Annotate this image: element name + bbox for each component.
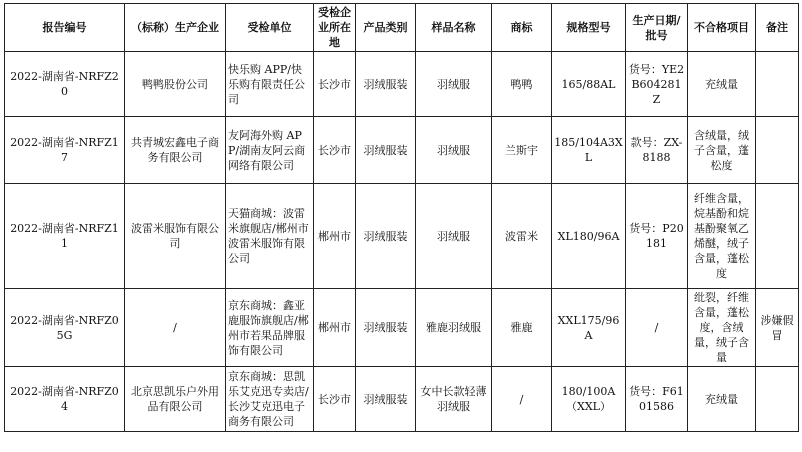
category-cell: 羽绒服装 xyxy=(356,52,416,117)
header-report-no: 报告编号 xyxy=(5,4,125,52)
sample-name-cell: 雅鹿羽绒服 xyxy=(416,289,492,367)
batch-cell: / xyxy=(626,289,688,367)
table-row xyxy=(5,117,799,184)
spec-cell: 165/88AL xyxy=(552,52,626,117)
failed-items-cell: 充绒量 xyxy=(688,52,756,117)
spec-cell: XXL175/96A xyxy=(552,289,626,367)
brand-cell: / xyxy=(492,367,552,432)
inspected-unit-cell: 天猫商城：波雷米旗舰店/郴州市波雷米服饰有限公司 xyxy=(226,184,314,289)
header-batch: 生产日期/批号 xyxy=(626,4,688,52)
inspection-table xyxy=(4,3,799,432)
inspected-unit-cell: 快乐购 APP/快乐购有限责任公司 xyxy=(226,52,314,117)
batch-cell: 货号：F6101586 xyxy=(626,367,688,432)
producer-cell: 鸭鸭股份公司 xyxy=(125,52,226,117)
brand-cell: 雅鹿 xyxy=(492,289,552,367)
batch-cell: 款号：ZX-8188 xyxy=(626,117,688,184)
location-cell: 长沙市 xyxy=(314,367,356,432)
category-cell: 羽绒服装 xyxy=(356,367,416,432)
header-brand: 商标 xyxy=(492,4,552,52)
failed-items-cell: 充绒量 xyxy=(688,367,756,432)
failed-items-cell: 含绒量，绒子含量，蓬松度 xyxy=(688,117,756,184)
header-inspected-unit: 受检单位 xyxy=(226,4,314,52)
header-spec: 规格型号 xyxy=(552,4,626,52)
location-cell: 郴州市 xyxy=(314,184,356,289)
producer-cell: 北京思凯乐户外用品有限公司 xyxy=(125,367,226,432)
table-header-row xyxy=(5,4,799,52)
report-no-cell: 2022-湖南省-NRFZ05G xyxy=(5,289,125,367)
category-cell: 羽绒服装 xyxy=(356,184,416,289)
sample-name-cell: 羽绒服 xyxy=(416,117,492,184)
spec-cell: 185/104A3XL xyxy=(552,117,626,184)
brand-cell: 波雷米 xyxy=(492,184,552,289)
brand-cell: 兰斯宇 xyxy=(492,117,552,184)
note-cell xyxy=(756,52,799,117)
batch-cell: 货号：YE2B604281Z xyxy=(626,52,688,117)
report-no-cell: 2022-湖南省-NRFZ20 xyxy=(5,52,125,117)
location-cell: 长沙市 xyxy=(314,52,356,117)
note-cell xyxy=(756,117,799,184)
inspected-unit-cell: 京东商城：鑫亚鹿服饰旗舰店/郴州市若果品牌服饰有限公司 xyxy=(226,289,314,367)
table-row xyxy=(5,184,799,289)
spec-cell: 180/100A（XXL） xyxy=(552,367,626,432)
header-sample-name: 样品名称 xyxy=(416,4,492,52)
producer-cell: 波雷米服饰有限公司 xyxy=(125,184,226,289)
spec-cell: XL180/96A xyxy=(552,184,626,289)
category-cell: 羽绒服装 xyxy=(356,117,416,184)
location-cell: 郴州市 xyxy=(314,289,356,367)
header-category: 产品类别 xyxy=(356,4,416,52)
inspected-unit-cell: 友阿海外购 APP/湖南友阿云商网络有限公司 xyxy=(226,117,314,184)
report-no-cell: 2022-湖南省-NRFZ11 xyxy=(5,184,125,289)
producer-cell: 共青城宏鑫电子商务有限公司 xyxy=(125,117,226,184)
inspected-unit-cell: 京东商城：思凯乐艾克迅专卖店/长沙艾克迅电子商务有限公司 xyxy=(226,367,314,432)
producer-cell: / xyxy=(125,289,226,367)
sample-name-cell: 羽绒服 xyxy=(416,52,492,117)
category-cell: 羽绒服装 xyxy=(356,289,416,367)
location-cell: 长沙市 xyxy=(314,117,356,184)
header-producer: （标称）生产企业 xyxy=(125,4,226,52)
header-note: 备注 xyxy=(756,4,799,52)
header-failed-items: 不合格项目 xyxy=(688,4,756,52)
brand-cell: 鸭鸭 xyxy=(492,52,552,117)
report-no-cell: 2022-湖南省-NRFZ04 xyxy=(5,367,125,432)
sample-name-cell: 羽绒服 xyxy=(416,184,492,289)
failed-items-cell: 纰裂，纤维含量，蓬松度，含绒量，绒子含量 xyxy=(688,289,756,367)
batch-cell: 货号：P20181 xyxy=(626,184,688,289)
note-cell xyxy=(756,184,799,289)
report-no-cell: 2022-湖南省-NRFZ17 xyxy=(5,117,125,184)
table-row xyxy=(5,52,799,117)
sample-name-cell: 女中长款轻薄羽绒服 xyxy=(416,367,492,432)
note-cell xyxy=(756,367,799,432)
failed-items-cell: 纤维含量，烷基酚和烷基酚聚氧乙烯醚，绒子含量，蓬松度 xyxy=(688,184,756,289)
header-location: 受检企业所在地 xyxy=(314,4,356,52)
table-row xyxy=(5,367,799,432)
table-row xyxy=(5,289,799,367)
note-cell: 涉嫌假冒 xyxy=(756,289,799,367)
